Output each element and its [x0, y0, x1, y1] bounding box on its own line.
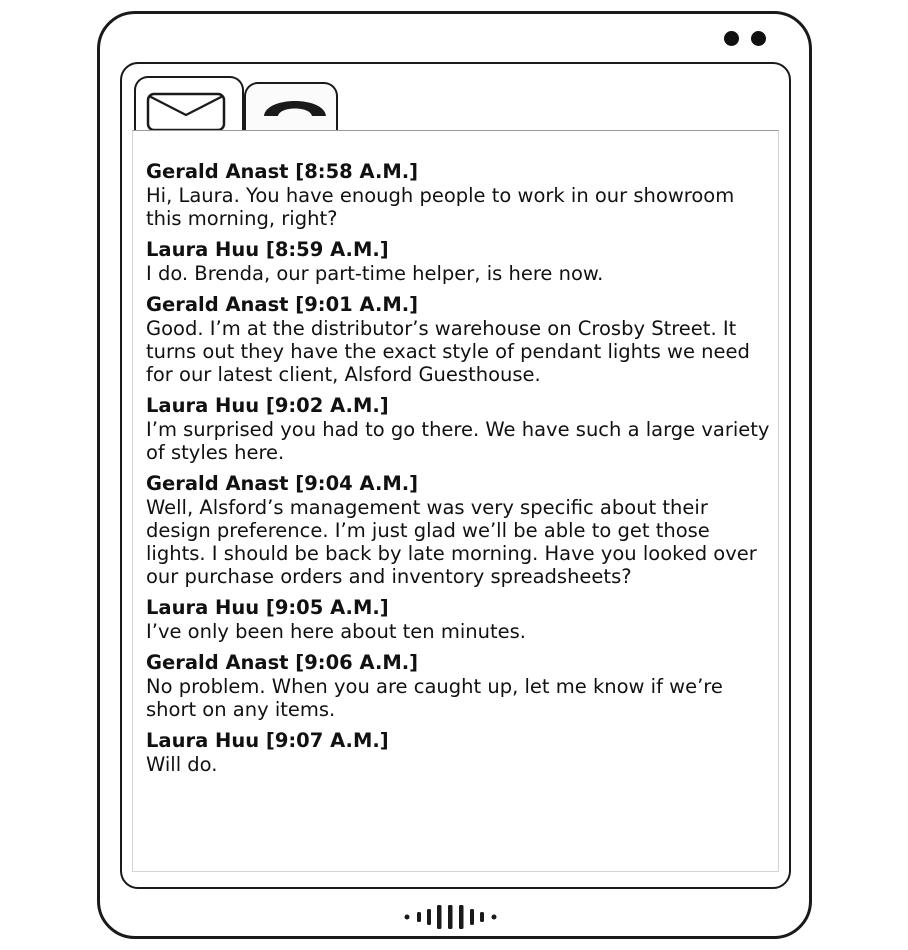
chat-transcript — [146, 160, 771, 784]
envelope-icon — [146, 92, 234, 132]
chat-message — [146, 729, 771, 776]
message-sender: Gerald Anast [9:01 A.M.] — [146, 293, 419, 316]
chat-panel — [132, 130, 779, 872]
phone-screen — [120, 62, 791, 889]
chat-message — [146, 238, 771, 285]
message-sender: Laura Huu [9:02 A.M.] — [146, 394, 389, 417]
message-text: I’m surprised you had to go there. We have such a large variety of styles here. — [146, 418, 770, 464]
phone-device — [97, 11, 812, 939]
chat-message — [146, 394, 771, 464]
message-text: No problem. When you are caught up, let me know if we’re short on any items. — [146, 675, 723, 721]
message-sender: Gerald Anast [8:58 A.M.] — [146, 160, 419, 183]
message-text: Hi, Laura. You have enough people to work in our showroom this morning, right? — [146, 184, 735, 230]
message-text: I’ve only been here about ten minutes. — [146, 620, 526, 643]
chat-message — [146, 160, 771, 230]
camera-dot — [724, 31, 739, 46]
message-text: Well, Alsford’s management was very specific about their design preference. I’m just glad we’ll be able to get those lights. I should be back by late morning. Have you looked over our purchase orders and inventory spreadsheets? — [146, 496, 757, 588]
tab-messages[interactable] — [134, 76, 244, 136]
chat-message — [146, 596, 771, 643]
message-sender: Gerald Anast [9:04 A.M.] — [146, 472, 419, 495]
message-text: Will do. — [146, 753, 218, 776]
message-sender: Laura Huu [9:05 A.M.] — [146, 596, 389, 619]
message-sender: Laura Huu [8:59 A.M.] — [146, 238, 389, 261]
phone-handset-icon — [260, 92, 330, 122]
message-sender: Gerald Anast [9:06 A.M.] — [146, 651, 419, 674]
chat-message — [146, 472, 771, 588]
sensor-dot — [751, 31, 766, 46]
chat-message — [146, 651, 771, 721]
message-text: I do. Brenda, our part-time helper, is here now. — [146, 262, 604, 285]
tab-calls[interactable] — [244, 82, 338, 130]
message-text: Good. I’m at the distributor’s warehouse on Crosby Street. It turns out they have the exact style of pendant lights we need for our latest client, Alsford Guesthouse. — [146, 317, 750, 386]
message-sender: Laura Huu [9:07 A.M.] — [146, 729, 389, 752]
chat-message — [146, 293, 771, 386]
speaker-grille-icon — [401, 902, 511, 936]
